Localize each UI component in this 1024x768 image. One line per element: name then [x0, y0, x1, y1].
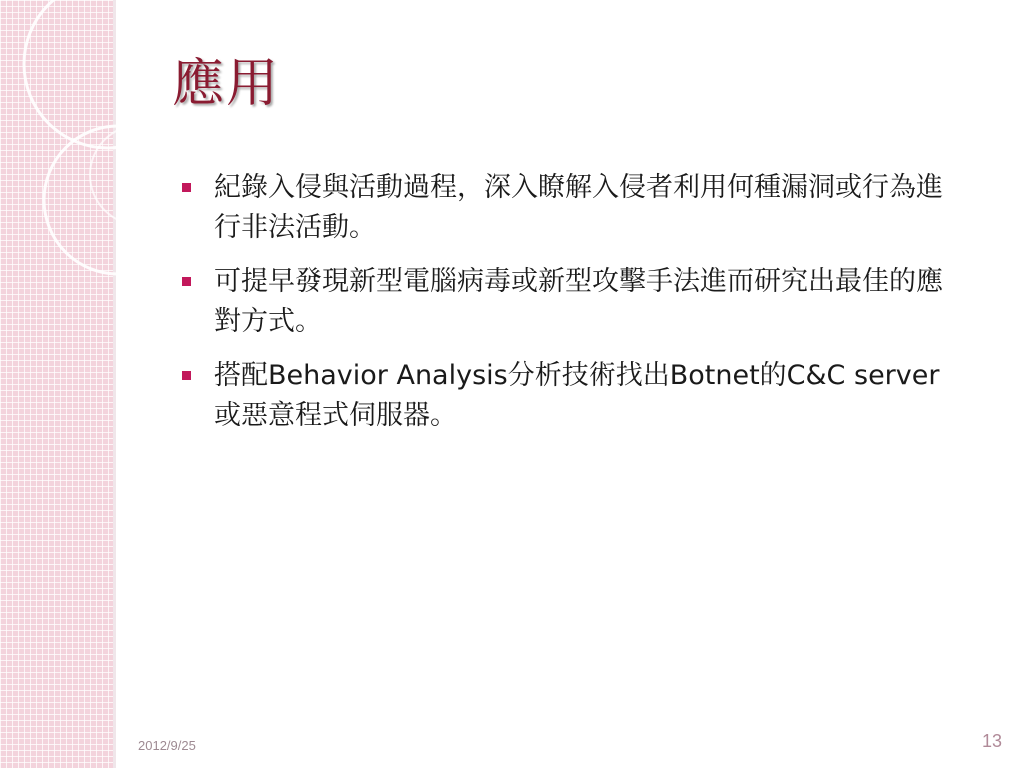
decorative-ring-small [90, 125, 160, 225]
bullet-item [182, 168, 982, 248]
square-bullet-icon [182, 371, 191, 380]
bullet-item [182, 262, 982, 342]
decorative-rings [0, 0, 160, 320]
bullet-text: 搭配Behavior Analysis分析技術找出Botnet的C&C server或惡意程式伺服器。 [214, 360, 940, 431]
bullet-text: 紀錄入侵與活動過程，深入瞭解入侵者利用何種漏洞或行為進行非法活動。 [214, 172, 943, 243]
page-number: 13 [981, 731, 1002, 751]
bullet-list [182, 168, 982, 450]
bullet-item [182, 356, 982, 436]
bullet-text: 可提早發現新型電腦病毒或新型攻擊手法進而研究出最佳的應對方式。 [214, 266, 943, 337]
slide-title: 應用 [172, 54, 281, 114]
footer-date: 2012/9/25 [138, 738, 196, 753]
square-bullet-icon [182, 183, 191, 192]
square-bullet-icon [182, 277, 191, 286]
